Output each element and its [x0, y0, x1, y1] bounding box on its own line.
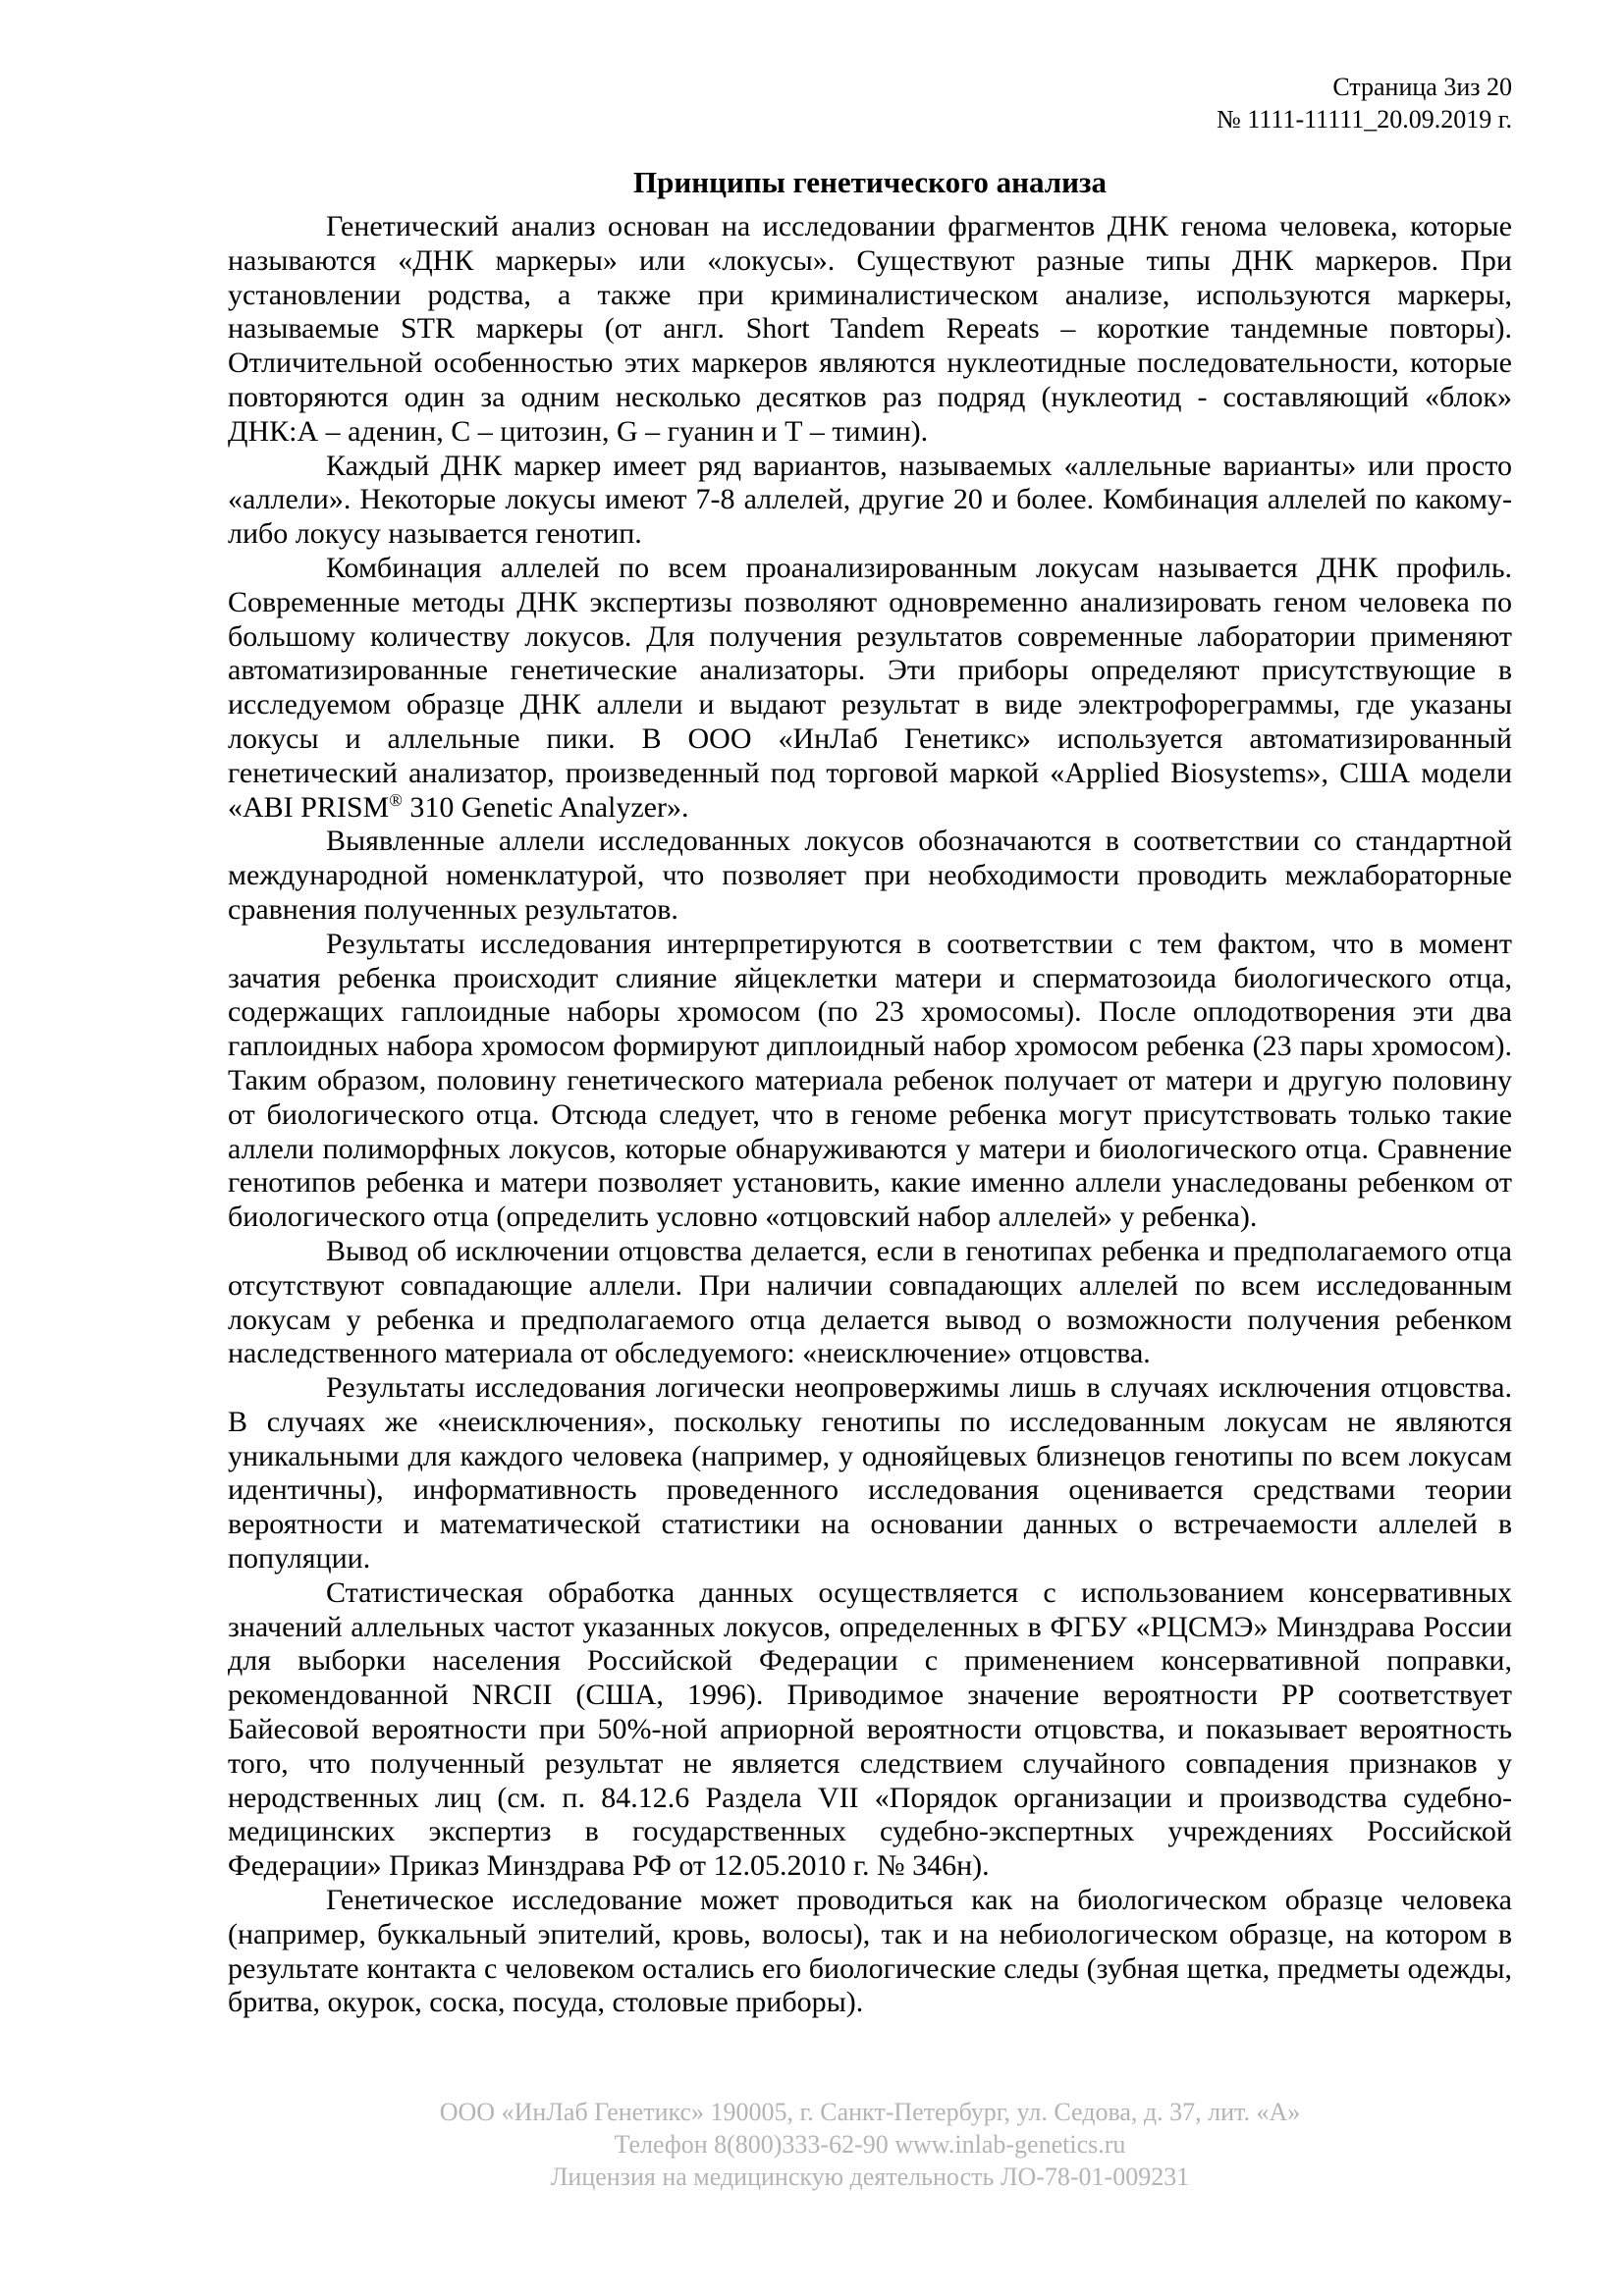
paragraph-text: Каждый ДНК маркер имеет ряд вариантов, называемых «аллельные варианты» или просто «аллели». Некоторые локусы имеют 7-8 аллелей, другие 20 и более. Комбинация аллелей по какому-либо локусу называется генотип. [228, 449, 1512, 551]
paragraph-text: Комбинация аллелей по всем проанализированным локусам называется ДНК профиль. Современные методы ДНК экспертизы позволяют одновременно анализировать геном человека по большому количеству локусов. Для получения результатов современные лаборатории применяют автоматизированные генетические анализаторы. Эти приборы определяют присутствующие в исследуемом образце ДНК аллели и выдают результат в виде электрофореграммы, где указаны локусы и аллельные пики. В ООО «ИнЛаб Генетикс» используется автоматизированный генетический анализатор, произведенный под торговой маркой «Applied Biosystems», США модели «ABI PRISM [228, 551, 1512, 824]
paragraph-genetic-analysis-intro [228, 210, 1512, 450]
header-page-number: Страница 3из 20 [1332, 73, 1512, 101]
paragraph-statistical-processing [228, 1576, 1512, 1884]
registered-trademark-symbol: ® [389, 789, 403, 810]
document-title: Принципы генетического анализа [633, 165, 1107, 199]
paragraph-text: Генетическое исследование может проводиться как на биологическом образце человека (например, буккальный эпителий, кровь, волосы), так и на небиологическом образце, на котором в результате контакта с человеком остались его биологические следы (зубная щетка, предметы одежды, бритва, окурок, соска, посуда, столовые приборы). [228, 1884, 1512, 2019]
paragraph-text: Результаты исследования логически неопровержимы лишь в случаях исключения отцовства. В случаях же «неисключения», поскольку генотипы по исследованным локусам не являются уникальными для каждого человека (например, у однояйцевых близнецов генотипы по всем локусам идентичны), информативность проведенного исследования оценивается средствами теории вероятности и математической статистики на основании данных о встречаемости аллелей в популяции. [228, 1371, 1512, 1575]
page-footer [228, 2096, 1512, 2193]
paragraph-text: Статистическая обработка данных осуществляется с использованием консервативных значений аллельных частот указанных локусов, определенных в ФГБУ «РЦСМЭ» Минздрава России для выборки населения Российской Федерации с применением консервативной поправки, рекомендованной NRCII (США, 1996). Приводимое значение вероятности РР соответствует Байесовой вероятности при 50%-ной априорной вероятности отцовства, и показывает вероятность того, что полученный результат не является следствием случайного совпадения признаков у неродственных лиц (см. п. 84.12.6 Раздела VII «Порядок организации и производства судебно-медицинских экспертиз в государственных судебно-экспертных учреждениях Российской Федерации» Приказ Минздрава РФ от 12.05.2010 г. № 346н). [228, 1575, 1512, 1883]
paragraph-interpretation-chromosomes [228, 928, 1512, 1235]
footer-phone-website: Телефон 8(800)333-62-90 www.inlab-genetics.ru [614, 2130, 1126, 2159]
paragraph-text: Вывод об исключении отцовства делается, если в генотипах ребенка и предполагаемого отца отсутствуют совпадающие аллели. При наличии совпадающих аллелей по всем исследованным локусам у ребенка и предполагаемого отца делается вывод о возможности получения ребенком наследственного материала от обследуемого: «неисключение» отцовства. [228, 1234, 1512, 1370]
paragraph-dna-marker-variants [228, 450, 1512, 552]
paragraph-statistical-validity [228, 1371, 1512, 1576]
paragraph-sample-types [228, 1884, 1512, 2020]
paragraph-text: Выявленные аллели исследованных локусов обозначаются в соответствии со стандартной международной номенклатурой, что позволяет при необходимости проводить межлабораторные сравнения полученных результатов. [228, 825, 1512, 926]
page-header [228, 71, 1512, 135]
footer-company-address: ООО «ИнЛаб Генетикс» 190005, г. Санкт-Петербург, ул. Седова, д. 37, лит. «А» [439, 2098, 1301, 2126]
paragraph-dna-profile-analyzer [228, 552, 1512, 825]
header-document-number: № 1111-11111_20.09.2019 г. [1217, 105, 1512, 133]
paragraph-text: Результаты исследования интерпретируются в соответствии с тем фактом, что в момент зачатия ребенка происходит слияние яйцеклетки матери и сперматозоида биологического отца, содержащих гаплоидные наборы хромосом (по 23 хромосомы). После оплодотворения эти два гаплоидных набора хромосом формируют диплоидный набор хромосом ребенка (23 пары хромосом). Таким образом, половину генетического материала ребенок получает от матери и другую половину от биологического отца. Отсюда следует, что в геноме ребенка могут присутствовать только такие аллели полиморфных локусов, которые обнаруживаются у матери и биологического отца. Сравнение генотипов ребенка и матери позволяет установить, какие именно аллели унаследованы ребенком от биологического отца (определить условно «отцовский набор аллелей» у ребенка). [228, 927, 1512, 1234]
paragraph-text: Генетический анализ основан на исследовании фрагментов ДНК генома человека, которые называются «ДНК маркеры» или «локусы». Существуют разные типы ДНК маркеров. При установлении родства, а также при криминалистическом анализе, используются маркеры, называемые STR маркеры (от англ. Short Tandem Repeats – короткие тандемные повторы). Отличительной особенностью этих маркеров являются нуклеотидные последовательности, которые повторяются один за одним несколько десятков раз подряд (нуклеотид - составляющий «блок» ДНК:А – аденин, С – цитозин, G – гуанин и Т – тимин). [228, 210, 1512, 448]
footer-license: Лицензия на медицинскую деятельность ЛО-78-01-009231 [550, 2163, 1190, 2191]
paragraph-paternity-exclusion [228, 1235, 1512, 1371]
paragraph-allele-nomenclature [228, 825, 1512, 927]
paragraph-text: 310 Genetic Analyzer». [402, 790, 689, 824]
document-body [228, 210, 1512, 2020]
